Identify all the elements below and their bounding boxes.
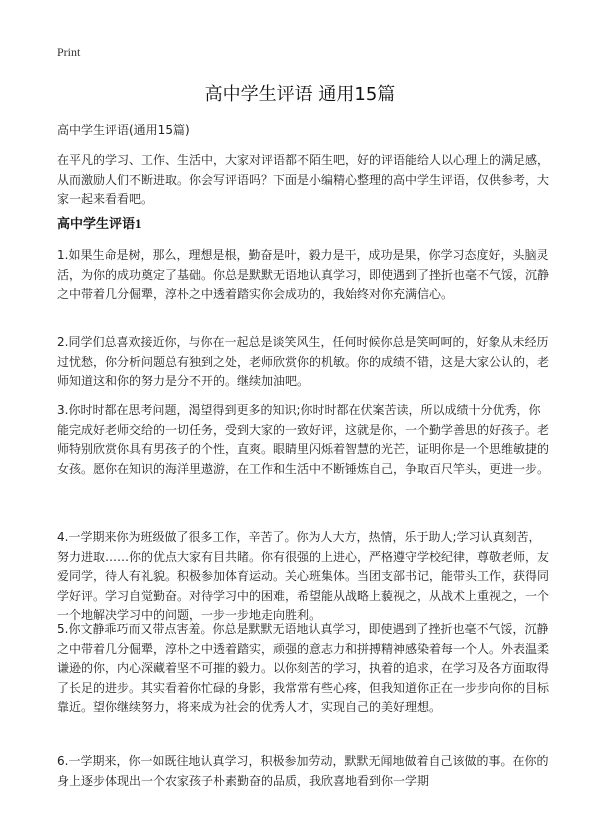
comment-paragraph-5: 5.你文静乖巧而又带点害羞。你总是默默无语地认真学习，即使遇到了挫折也毫不气馁，沉静之中带着几分倔犟，淳朴之中透着踏实，顽强的意志力和拼搏精神感染着每一个人。外表温柔谦逊的你，内心深藏着坚不可摧的毅力。以你刻苦的学习，执着的追求，在学习及各方面取得了长足的进步。其实看着你忙碌的身影，我常常有些心疼，但我知道你正在一步步向你的目标靠近。望你继续努力，将来成为社会的优秀人才，实现自己的美好理想。 (57, 622, 550, 714)
comment-paragraph-4: 4.一学期来你为班级做了很多工作，辛苦了。你为人大方，热情，乐于助人;学习认真刻苦，努力进取……你的优点大家有目共睹。你有很强的上进心，严格遵守学校纪律，尊敬老师，友爱同学，待人有礼貌。积极参加体育运动。关心班集体。当团支部书记，能带头工作，获得同学好评。学习自觉勤奋。对待学习中的困难，希望能从战略上藐视之，从战术上重视之，一个一个地解决学习中的问题，一步一步地走向胜利。 (57, 530, 550, 622)
comment-paragraph-6: 6.一学期来，你一如既往地认真学习，积极参加劳动，默默无闻地做着自己该做的事。在你的身上逐步体现出一个农家孩子朴素勤奋的品质，我欣喜地看到你一学期 (57, 754, 549, 788)
comment-paragraph-2: 2.同学们总喜欢接近你，与你在一起总是谈笑风生，任何时候你总是笑呵呵的，好象从未经历过忧愁，你分析问题总有独到之处，老师欣赏你的机敏。你的成绩不错，这是大家公认的，老师知道这和你的努力是分不开的。继续加油吧。 (57, 335, 550, 388)
page-title: 高中学生评语 通用15篇 (204, 84, 396, 105)
document-subtitle: 高中学生评语(通用15篇) (57, 123, 190, 137)
comment-paragraph-1: 1.如果生命是树，那么，理想是根，勤奋是叶，毅力是干，成功是果，你学习态度好，头脑灵活，为你的成功奠定了基础。你总是默默无语地认真学习，即使遇到了挫折也毫不气馁，沉静之中带着几分倔犟，淳朴之中透着踏实你会成功的，我始终对你充满信心。 (57, 248, 550, 301)
comment-paragraph-3: 3.你时时都在思考问题，渴望得到更多的知识;你时时都在伏案苦读，所以成绩十分优秀，你能完成好老师交给的一切任务，受到大家的一致好评，这就是你，一个勤学善思的好孩子。老师特别欣赏你具有男孩子的个性，直爽。眼睛里闪烁着智慧的光芒，证明你是一个思维敏捷的女孩。愿你在知识的海洋里遨游，在工作和生活中不断锤炼自己，争取百尺竿头，更进一步。 (57, 403, 550, 476)
intro-paragraph: 在平凡的学习、工作、生活中，大家对评语都不陌生吧，好的评语能给人以心理上的满足感，从而激励人们不断进取。你会写评语吗？下面是小编精心整理的高中学生评语，仅供参考，大家一起来看看吧。 (57, 153, 550, 206)
print-link[interactable]: Print (57, 45, 81, 59)
section-heading: 高中学生评语1 (57, 216, 142, 231)
